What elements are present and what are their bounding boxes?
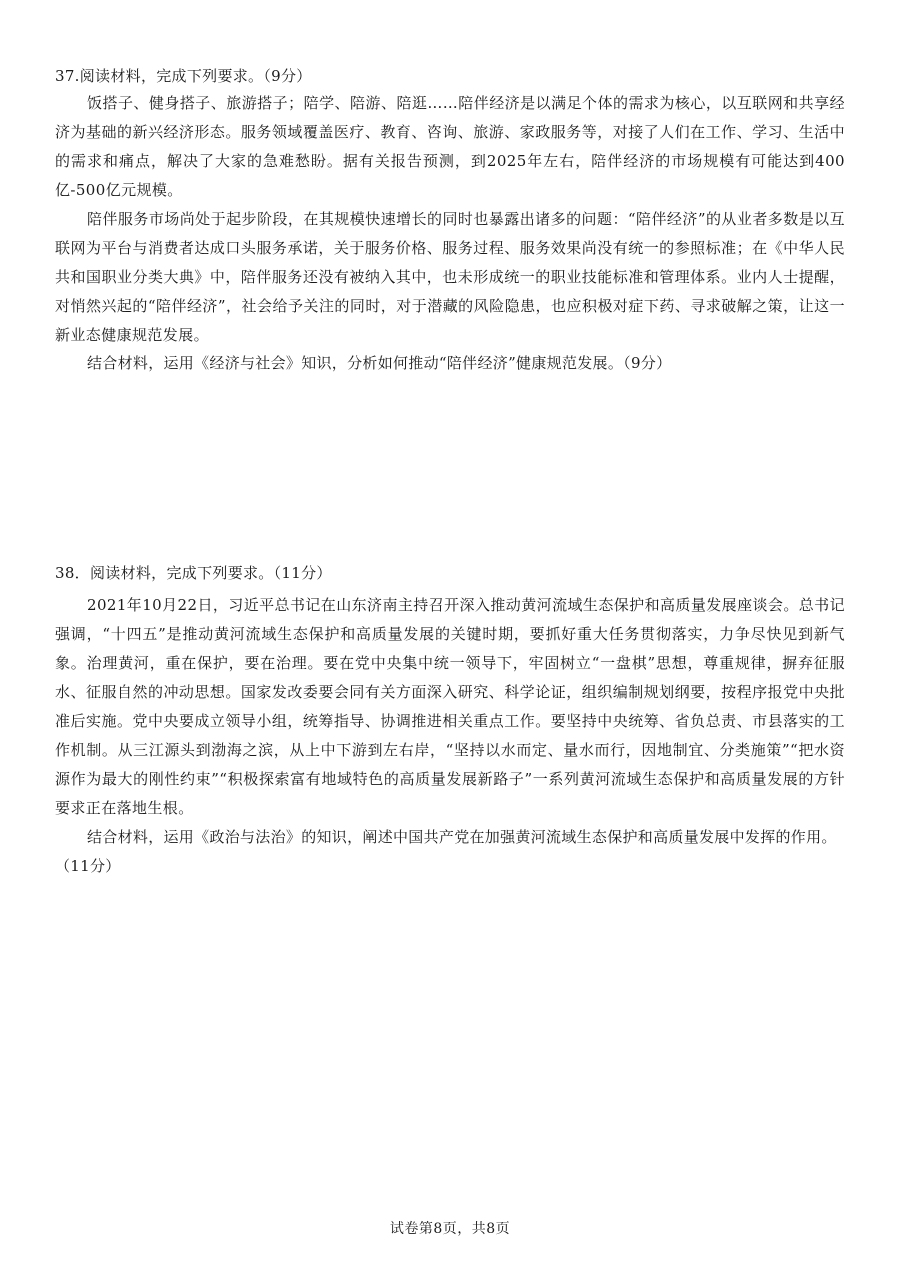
question-37-task: 结合材料，运用《经济与社会》知识，分析如何推动“陪伴经济”健康规范发展。（9分） xyxy=(87,354,672,372)
question-38-title: 38．阅读材料，完成下列要求。（11分） xyxy=(55,564,332,582)
question-37-title: 37.阅读材料，完成下列要求。（9分） xyxy=(55,67,312,85)
page-footer: 试卷第8页，共8页 xyxy=(389,1221,511,1237)
question-38-task: 结合材料，运用《政治与法治》的知识，阐述中国共产党在加强黄河流域生态保护和高质量发展中发挥的作用。（11分） xyxy=(55,828,837,875)
question-37-material-paragraph-2: 陪伴服务市场尚处于起步阶段，在其规模快速增长的同时也暴露出诸多的问题：“陪伴经济”的从业者多数是以互联网为平台与消费者达成口头服务承诺，关于服务价格、服务过程、服务效果尚没有统一的参照标准；在《中华人民共和国职业分类大典》中，陪伴服务还没有被纳入其中，也未形成统一的职业技能标准和管理体系。业内人士提醒，对悄然兴起的“陪伴经济”，社会给予关注的同时，对于潜藏的风险隐患，也应积极对症下药、寻求破解之策，让这一新业态健康规范发展。 xyxy=(55,210,845,344)
question-37-material-paragraph-1: 饭搭子、健身搭子、旅游搭子；陪学、陪游、陪逛……陪伴经济是以满足个体的需求为核心，以互联网和共享经济为基础的新兴经济形态。服务领域覆盖医疗、教育、咨询、旅游、家政服务等，对接了人们在工作、学习、生活中的需求和痛点，解决了大家的急难愁盼。据有关报告预测，到2025年左右，陪伴经济的市场规模有可能达到400亿-500亿元规模。 xyxy=(55,94,845,199)
question-38-material-paragraph: 2021年10月22日，习近平总书记在山东济南主持召开深入推动黄河流域生态保护和高质量发展座谈会。总书记强调，“十四五”是推动黄河流域生态保护和高质量发展的关键时期，要抓好重大任务贯彻落实，力争尽快见到新气象。治理黄河，重在保护，要在治理。要在党中央集中统一领导下，牢固树立“一盘棋”思想，尊重规律，摒弃征服水、征服自然的冲动思想。国家发改委要会同有关方面深入研究、科学论证，组织编制规划纲要，按程序报党中央批准后实施。党中央要成立领导小组，统筹指导、协调推进相关重点工作。要坚持中央统筹、省负总责、市县落实的工作机制。从三江源头到渤海之滨，从上中下游到左右岸，“坚持以水而定、量水而行，因地制宜、分类施策”“把水资源作为最大的刚性约束”“积极探索富有地域特色的高质量发展新路子”一系列黄河流域生态保护和高质量发展的方针要求正在落地生根。 xyxy=(55,596,845,817)
